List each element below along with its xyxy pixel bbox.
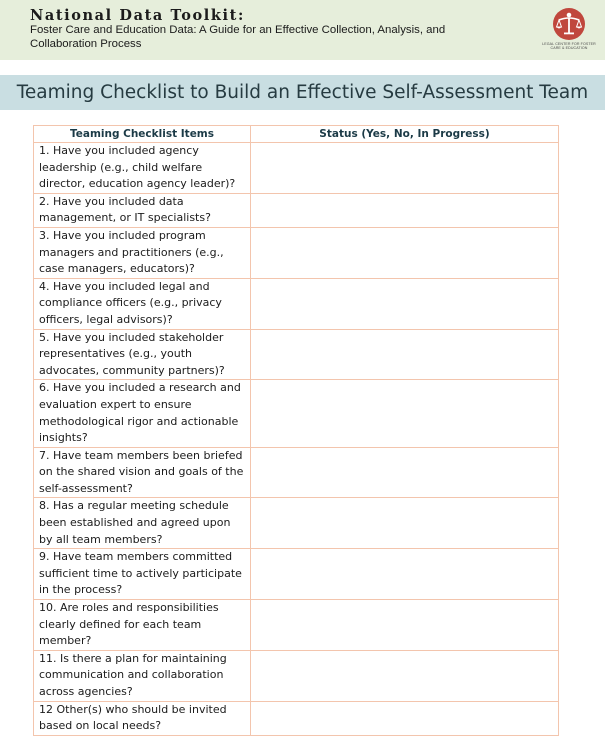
checklist-item: 12 Other(s) who should be invited based on local needs? (34, 701, 251, 735)
table-row (34, 278, 559, 329)
scales-of-justice-icon (552, 7, 586, 41)
status-cell[interactable] (251, 227, 559, 278)
checklist-item: 1. Have you included agency leadership (e.g., child welfare director, education agency leader)? (34, 143, 251, 194)
checklist-item: 6. Have you included a research and evaluation expert to ensure methodological rigor and actionable insights? (34, 380, 251, 447)
status-cell[interactable] (251, 143, 559, 194)
document-header (0, 0, 605, 60)
checklist-banner (0, 75, 605, 110)
table-row (34, 701, 559, 735)
column-header-items: Teaming Checklist Items (34, 126, 251, 143)
table-row (34, 143, 559, 194)
status-cell[interactable] (251, 701, 559, 735)
status-cell[interactable] (251, 650, 559, 701)
status-cell[interactable] (251, 447, 559, 498)
table-row (34, 380, 559, 447)
checklist-item: 10. Are roles and responsibilities clearly defined for each team member? (34, 600, 251, 651)
table-row (34, 447, 559, 498)
status-cell[interactable] (251, 600, 559, 651)
table-header-row (34, 126, 559, 143)
table-row (34, 549, 559, 600)
checklist-item: 2. Have you included data management, or IT specialists? (34, 193, 251, 227)
checklist-item: 7. Have team members been briefed on the shared vision and goals of the self-assessment? (34, 447, 251, 498)
table-row (34, 600, 559, 651)
checklist-item: 9. Have team members committed sufficient time to actively participate in the process? (34, 549, 251, 600)
logo-text: LEGAL CENTER FOR FOSTER CARE & EDUCATION (542, 42, 596, 51)
table-row (34, 650, 559, 701)
status-cell[interactable] (251, 278, 559, 329)
status-cell[interactable] (251, 549, 559, 600)
checklist-title: Teaming Checklist to Build an Effective Self-Assessment Team (16, 82, 589, 103)
table-row (34, 227, 559, 278)
status-cell[interactable] (251, 380, 559, 447)
checklist-item: 4. Have you included legal and compliance officers (e.g., privacy officers, legal advisors)? (34, 278, 251, 329)
checklist-item: 5. Have you included stakeholder representatives (e.g., youth advocates, community partners)? (34, 329, 251, 380)
table-row (34, 498, 559, 549)
legal-center-logo (538, 5, 600, 57)
teaming-checklist-table (33, 125, 559, 736)
table-row (34, 193, 559, 227)
status-cell[interactable] (251, 193, 559, 227)
status-cell[interactable] (251, 498, 559, 549)
toolkit-subtitle: Foster Care and Education Data: A Guide for an Effective Collection, Analysis, and Collaboration Process (30, 24, 446, 50)
checklist-item: 11. Is there a plan for maintaining communication and collaboration across agencies? (34, 650, 251, 701)
toolkit-title: National Data Toolkit: (30, 7, 245, 24)
table-row (34, 329, 559, 380)
checklist-item: 8. Has a regular meeting schedule been established and agreed upon by all team members? (34, 498, 251, 549)
status-cell[interactable] (251, 329, 559, 380)
checklist-item: 3. Have you included program managers and practitioners (e.g., case managers, educators)? (34, 227, 251, 278)
column-header-status: Status (Yes, No, In Progress) (251, 126, 559, 143)
